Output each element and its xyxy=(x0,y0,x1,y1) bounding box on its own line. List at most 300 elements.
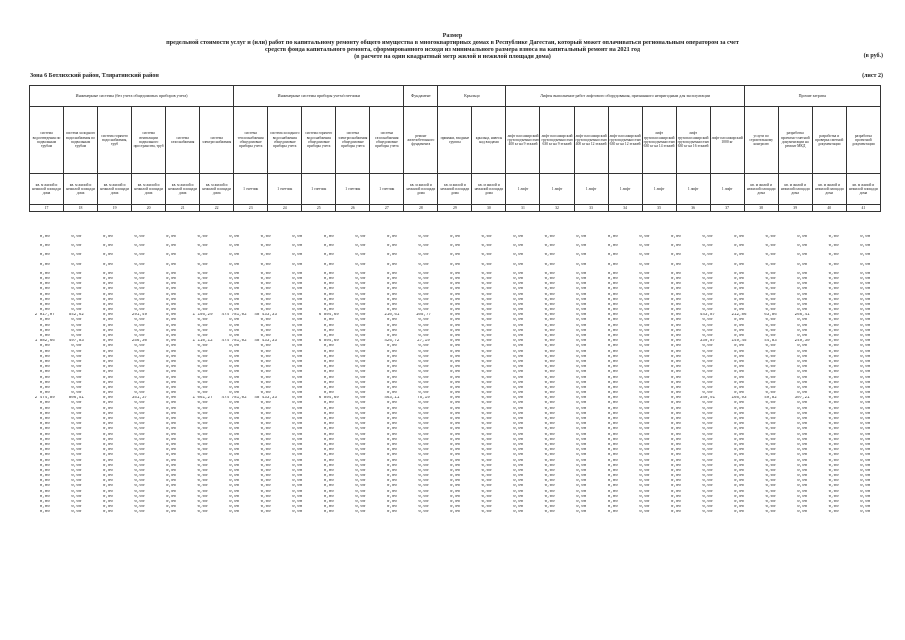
table-cell: 0,00 xyxy=(134,334,145,338)
table-cell: 0,00 xyxy=(355,318,366,323)
table-cell: 0,00 xyxy=(449,411,461,416)
table-cell: 0,00 xyxy=(102,510,113,515)
subheader-cell: система теплоснабжения общедомовые приборы учета xyxy=(234,107,268,174)
table-cell: 0,00 xyxy=(481,432,492,437)
table-cell: 0,00 xyxy=(71,448,82,453)
table-cell: 0,00 xyxy=(639,500,650,504)
table-cell: 0,00 xyxy=(481,422,492,427)
table-cell: 0,00 xyxy=(797,282,808,287)
table-cell: 0,00 xyxy=(449,370,461,375)
table-cell: 0,00 xyxy=(260,510,271,515)
table-cell: 0,00 xyxy=(797,432,808,437)
table-cell: 0,00 xyxy=(639,406,650,411)
table-cell: 0,00 xyxy=(418,391,429,396)
table-cell: 0,00 xyxy=(733,359,745,364)
table-cell: 0,00 xyxy=(513,313,524,318)
table-cell: 0,00 xyxy=(323,253,334,258)
table-cell: 0,00 xyxy=(355,334,366,338)
table-cell: 0,00 xyxy=(544,313,555,318)
table-cell: 0,00 xyxy=(576,244,587,249)
table-cell: 0,00 xyxy=(576,510,587,515)
table-cell: 0,00 xyxy=(576,282,587,287)
table-cell: 0,00 xyxy=(860,494,871,499)
table-cell: 0,00 xyxy=(197,334,208,338)
table-cell: 0,00 xyxy=(102,339,113,344)
table-cell: 0,00 xyxy=(292,271,303,276)
table-cell: 0,00 xyxy=(260,463,271,468)
table-cell: 0,00 xyxy=(860,287,871,292)
table-cell: 0,00 xyxy=(418,318,429,323)
table-cell: 0,00 xyxy=(197,318,208,323)
document-subtitle-line-1: предельной стоимости услуг и (или) работ по капитальному ремонту общего имущества в многоквартирных домах в Республике Дагестан, который может оплачиваться региональным оператором за счет xyxy=(166,39,739,46)
table-cell: 0,00 xyxy=(607,380,618,385)
table-cell: 0,00 xyxy=(355,453,366,458)
table-cell: 0,00 xyxy=(165,500,177,504)
table-cell: 0,00 xyxy=(165,375,177,380)
table-cell: 0,00 xyxy=(418,437,429,442)
table-cell: 0,00 xyxy=(260,308,271,313)
table-cell: 0,00 xyxy=(229,253,240,258)
table-cell: 0,00 xyxy=(481,437,492,442)
table-cell: 0,00 xyxy=(860,484,871,489)
table-cell: 0,00 xyxy=(860,328,871,333)
table-cell: 0,00 xyxy=(513,282,524,287)
table-cell: 0,00 xyxy=(355,323,366,328)
table-cell: 0,00 xyxy=(797,489,808,494)
table-cell: 0,00 xyxy=(639,453,650,458)
table-cell: 0,00 xyxy=(355,297,366,302)
table-cell: 0,00 xyxy=(260,489,271,494)
table-cell: 0,00 xyxy=(39,380,50,385)
table-cell: 0,00 xyxy=(386,453,397,458)
table-cell: 0,00 xyxy=(165,474,177,479)
table-cell: 0,00 xyxy=(860,453,871,458)
table-cell: 0,00 xyxy=(39,253,50,258)
table-cell: 0,00 xyxy=(292,494,303,499)
table-cell: 0,00 xyxy=(386,422,397,427)
table-cell: 0,00 xyxy=(544,282,555,287)
table-cell: 0,00 xyxy=(292,297,303,302)
table-cell: 0,00 xyxy=(323,391,334,396)
column-number: 37 xyxy=(710,205,744,212)
table-cell: 0,00 xyxy=(418,489,429,494)
table-cell: 0,00 xyxy=(39,328,50,333)
column-number: 27 xyxy=(370,205,404,212)
table-cell: 0,00 xyxy=(797,253,808,258)
table-cell: 0,00 xyxy=(513,489,524,494)
table-cell: 0,00 xyxy=(481,253,492,258)
unit-cell: 1 лифт xyxy=(676,174,710,205)
table-cell: 0,00 xyxy=(71,292,82,297)
table-cell: 2 017,07 xyxy=(34,313,55,318)
table-cell: 0,00 xyxy=(292,442,303,447)
table-cell: 0,00 xyxy=(39,365,50,370)
table-cell: 0,00 xyxy=(860,510,871,515)
table-cell: 0,00 xyxy=(733,380,745,385)
table-cell: 0,00 xyxy=(449,323,461,328)
table-cell: 0,00 xyxy=(670,396,681,401)
table-cell: 0,00 xyxy=(197,282,208,287)
table-cell: 0,00 xyxy=(449,385,461,390)
table-cell: 1 882,66 xyxy=(34,339,55,344)
table-cell: 0,00 xyxy=(355,406,366,411)
table-cell: 0,00 xyxy=(134,437,145,442)
column-number: 18 xyxy=(64,205,98,212)
table-cell: 0,00 xyxy=(386,406,397,411)
table-cell: 0,00 xyxy=(449,458,461,463)
table-cell: 0,00 xyxy=(733,262,745,267)
table-cell: 0,00 xyxy=(102,474,113,479)
table-cell: 0,00 xyxy=(670,442,681,447)
table-cell: 0,00 xyxy=(828,271,839,276)
table-cell: 0,00 xyxy=(860,422,871,427)
table-cell: 0,00 xyxy=(355,396,366,401)
table-cell: 0,00 xyxy=(733,292,745,297)
table-cell: 0,00 xyxy=(386,391,397,396)
table-cell: 0,00 xyxy=(323,448,334,453)
table-cell: 0,00 xyxy=(828,448,839,453)
table-cell: 0,00 xyxy=(355,458,366,463)
table-cell: 0,00 xyxy=(197,411,208,416)
table-cell: 0,00 xyxy=(102,380,113,385)
table-cell: 0,00 xyxy=(765,442,776,447)
table-cell: 0,00 xyxy=(134,365,145,370)
table-cell: 0,00 xyxy=(670,344,681,349)
table-cell: 0,00 xyxy=(197,276,208,281)
table-cell: 0,00 xyxy=(260,380,271,385)
table-cell: 0,00 xyxy=(670,432,681,437)
table-cell: 0,00 xyxy=(860,432,871,437)
table-cell: 0,00 xyxy=(765,380,776,385)
unit-cell: кв. м жилой и нежилой площади дома xyxy=(744,174,778,205)
table-cell: 0,00 xyxy=(418,453,429,458)
table-cell: 0,00 xyxy=(513,484,524,489)
table-cell: 0,00 xyxy=(71,406,82,411)
table-cell: 0,00 xyxy=(639,385,650,390)
table-cell: 0,00 xyxy=(576,276,587,281)
table-cell: 0,00 xyxy=(670,244,681,249)
subheader-cell: система водоотведения по подвальным трубам xyxy=(30,107,64,174)
table-cell: 0,00 xyxy=(418,308,429,313)
table-cell: 0,00 xyxy=(765,453,776,458)
table-cell: 0,00 xyxy=(544,385,555,390)
document-subtitle-line-2: средств фонда капитального ремонта, сформированного исходя из минимального размера взноса на капитальный ремонт на 2021 год xyxy=(265,46,640,53)
table-cell: 0,00 xyxy=(513,334,524,338)
subheader-cell: система электроснабжения общедомовые приборы учета xyxy=(336,107,370,174)
table-cell: 0,00 xyxy=(229,474,240,479)
table-cell: 0,00 xyxy=(197,500,208,504)
table-cell: 0,00 xyxy=(670,276,681,281)
table-cell: 0,00 xyxy=(197,427,208,432)
table-cell: 0,00 xyxy=(292,334,303,338)
table-cell: 0,00 xyxy=(639,474,650,479)
table-cell: 0,00 xyxy=(102,453,113,458)
table-cell: 0,00 xyxy=(260,479,271,484)
column-number: 35 xyxy=(642,205,676,212)
table-cell: 0,00 xyxy=(702,359,713,364)
subheader-cell: система горячего водоснабжения общедомовые приборы учета xyxy=(302,107,336,174)
table-cell: 0,00 xyxy=(39,500,50,504)
table-cell: 0,00 xyxy=(576,323,587,328)
table-cell: 0,00 xyxy=(323,271,334,276)
table-cell: 0,00 xyxy=(544,500,555,504)
table-cell: 0,00 xyxy=(576,262,587,267)
table-cell: 0,00 xyxy=(197,271,208,276)
unit-cell: кв. м жилой и нежилой площади дома xyxy=(778,174,812,205)
table-cell: 0,00 xyxy=(670,334,681,338)
table-cell: 0,00 xyxy=(449,468,461,473)
table-cell: 0,00 xyxy=(828,344,839,349)
table-cell: 0,00 xyxy=(544,292,555,297)
table-cell: 0,00 xyxy=(702,437,713,442)
table-cell: 0,00 xyxy=(102,427,113,432)
table-cell: 0,00 xyxy=(639,359,650,364)
table-cell: 0,00 xyxy=(229,442,240,447)
table-cell: 0,00 xyxy=(670,328,681,333)
table-cell: 0,00 xyxy=(481,344,492,349)
table-cell: 0,00 xyxy=(355,474,366,479)
table-cell: 0,00 xyxy=(386,401,397,406)
table-cell: 0,00 xyxy=(828,401,839,406)
table-cell: 0,00 xyxy=(386,282,397,287)
table-cell: 0,00 xyxy=(386,262,397,267)
table-cell: 0,00 xyxy=(797,442,808,447)
table-cell: 0,00 xyxy=(355,385,366,390)
table-cell: 0,00 xyxy=(860,406,871,411)
table-cell: 0,00 xyxy=(355,244,366,249)
table-cell: 0,00 xyxy=(134,375,145,380)
table-cell: 0,00 xyxy=(71,318,82,323)
table-cell: 0,00 xyxy=(797,349,808,354)
table-cell: 0,00 xyxy=(418,406,429,411)
table-cell: 0,00 xyxy=(449,313,461,318)
table-cell: 0,00 xyxy=(449,401,461,406)
unit-cell: кв. м жилой и нежилой площади дома xyxy=(404,174,438,205)
table-cell: 0,00 xyxy=(576,292,587,297)
unit-cell: 1 лифт xyxy=(540,174,574,205)
table-cell: 0,00 xyxy=(260,244,271,249)
table-cell: 0,00 xyxy=(197,453,208,458)
table-cell: 0,00 xyxy=(197,468,208,473)
table-cell: 0,00 xyxy=(607,349,618,354)
table-cell: 0,00 xyxy=(576,484,587,489)
table-cell: 0,00 xyxy=(165,235,177,239)
table-cell: 463,11 xyxy=(384,396,400,401)
table-cell: 0,00 xyxy=(197,510,208,515)
table-cell: 0,00 xyxy=(860,463,871,468)
table-cell: 0,00 xyxy=(607,271,618,276)
table-cell: 0,00 xyxy=(670,468,681,473)
column-number: 41 xyxy=(846,205,880,212)
table-cell: 0,00 xyxy=(102,489,113,494)
table-cell: 0,00 xyxy=(165,442,177,447)
table-cell: 0,00 xyxy=(797,463,808,468)
table-cell: 0,00 xyxy=(197,323,208,328)
table-cell: 0,00 xyxy=(513,505,524,510)
table-cell: 0,00 xyxy=(449,344,461,349)
table-cell: 0,00 xyxy=(323,282,334,287)
table-cell: 0,00 xyxy=(733,244,745,249)
unit-cell: 1 лифт xyxy=(608,174,642,205)
table-cell: 0,00 xyxy=(197,385,208,390)
table-cell: 0,00 xyxy=(102,411,113,416)
table-cell: 0,00 xyxy=(260,302,271,307)
table-cell: 0,00 xyxy=(449,484,461,489)
table-cell: 0,00 xyxy=(733,276,745,281)
table-cell: 0,00 xyxy=(765,344,776,349)
table-cell: 0,00 xyxy=(355,354,366,359)
table-cell: 0,00 xyxy=(702,391,713,396)
table-cell: 0,00 xyxy=(765,253,776,258)
table-cell: 0,00 xyxy=(386,365,397,370)
table-cell: 0,00 xyxy=(733,282,745,287)
table-cell: 0,00 xyxy=(386,432,397,437)
table-cell: 0,00 xyxy=(702,505,713,510)
table-cell: 0,00 xyxy=(828,437,839,442)
table-cell: 0,00 xyxy=(765,297,776,302)
table-cell: 0,00 xyxy=(260,422,271,427)
table-cell: 0,00 xyxy=(355,437,366,442)
table-cell: 0,00 xyxy=(765,500,776,504)
table-cell: 0,00 xyxy=(797,328,808,333)
table-cell: 0,00 xyxy=(639,494,650,499)
table-cell: 0,00 xyxy=(576,354,587,359)
table-cell: 0,00 xyxy=(292,276,303,281)
table-cell: 0,00 xyxy=(197,253,208,258)
table-cell: 0,00 xyxy=(355,349,366,354)
table-cell: 0,00 xyxy=(418,380,429,385)
table-cell: 0,00 xyxy=(323,427,334,432)
table-cell: 0,00 xyxy=(418,411,429,416)
table-cell: 0,00 xyxy=(670,406,681,411)
table-cell: 0,00 xyxy=(197,437,208,442)
table-cell: 0,00 xyxy=(165,385,177,390)
table-cell: 0,00 xyxy=(607,411,618,416)
table-cell: 0,00 xyxy=(292,370,303,375)
table-cell: 0,00 xyxy=(292,500,303,504)
table-cell: 0,00 xyxy=(449,437,461,442)
table-cell: 0,00 xyxy=(292,489,303,494)
table-cell: 0,00 xyxy=(797,262,808,267)
table-cell: 0,00 xyxy=(513,365,524,370)
table-cell: 0,00 xyxy=(134,453,145,458)
table-cell: 0,00 xyxy=(292,396,303,401)
table-cell: 0,00 xyxy=(355,370,366,375)
table-cell: 0,00 xyxy=(639,313,650,318)
table-cell: 0,00 xyxy=(639,463,650,468)
table-cell: 0,00 xyxy=(71,302,82,307)
table-cell: 0,00 xyxy=(733,458,745,463)
table-cell: 0,00 xyxy=(828,484,839,489)
table-cell: 0,00 xyxy=(386,292,397,297)
table-cell: 0,00 xyxy=(544,339,555,344)
table-cell: 0,00 xyxy=(639,396,650,401)
table-cell: 0,00 xyxy=(670,271,681,276)
table-cell: 0,00 xyxy=(670,282,681,287)
column-number: 28 xyxy=(404,205,438,212)
table-cell: 0,00 xyxy=(355,253,366,258)
table-cell: 0,00 xyxy=(260,448,271,453)
table-cell: 0,00 xyxy=(828,458,839,463)
table-cell: 0,00 xyxy=(670,365,681,370)
column-number: 22 xyxy=(200,205,234,212)
table-cell: 0,00 xyxy=(229,334,240,338)
table-cell: 0,00 xyxy=(576,287,587,292)
table-cell: 0,00 xyxy=(765,271,776,276)
table-cell: 0,00 xyxy=(702,406,713,411)
table-cell: 0,00 xyxy=(355,235,366,239)
table-cell: 0,00 xyxy=(607,287,618,292)
table-cell: 0,00 xyxy=(165,313,177,318)
table-cell: 0,00 xyxy=(481,302,492,307)
table-cell: 0,00 xyxy=(165,370,177,375)
table-cell: 0,00 xyxy=(702,494,713,499)
table-cell: 256,30 xyxy=(131,339,147,344)
table-cell: 0,00 xyxy=(39,359,50,364)
table-cell: 0,00 xyxy=(481,505,492,510)
table-cell: 0,00 xyxy=(481,334,492,338)
table-cell: 0,00 xyxy=(165,244,177,249)
subheader-cell: система вентиляции подвального пространства, труб xyxy=(132,107,166,174)
table-cell: 0,00 xyxy=(513,276,524,281)
subheader-cell: система электроснабжения xyxy=(200,107,234,174)
table-cell: 0,00 xyxy=(702,484,713,489)
table-cell: 0,00 xyxy=(481,282,492,287)
table-cell: 0,00 xyxy=(607,417,618,421)
subheader-cell: приямки, входные группы xyxy=(438,107,472,174)
table-cell: 0,00 xyxy=(607,282,618,287)
subheader-cell: система горячего водоснабжения, труб xyxy=(98,107,132,174)
subheader-cell: услуги по строительному контролю xyxy=(744,107,778,174)
table-cell: 0,00 xyxy=(828,500,839,504)
column-number: 30 xyxy=(472,205,506,212)
table-cell: 48 433,33 xyxy=(254,396,277,401)
table-cell: 0,00 xyxy=(39,437,50,442)
table-cell: 0,00 xyxy=(860,442,871,447)
table-cell: 0,00 xyxy=(639,427,650,432)
table-cell: 49,82 xyxy=(764,396,777,401)
table-cell: 0,00 xyxy=(449,276,461,281)
table-cell: 0,00 xyxy=(576,271,587,276)
table-cell: 0,00 xyxy=(197,484,208,489)
table-row xyxy=(29,244,881,249)
table-cell: 0,00 xyxy=(513,253,524,258)
table-cell: 0,00 xyxy=(481,318,492,323)
table-cell: 0,00 xyxy=(102,448,113,453)
table-cell: 0,00 xyxy=(292,417,303,421)
sheet-number: (лист 2) xyxy=(862,73,883,79)
table-cell: 0,00 xyxy=(323,510,334,515)
table-cell: 0,00 xyxy=(355,484,366,489)
table-cell: 0,00 xyxy=(102,396,113,401)
table-cell: 0,00 xyxy=(165,505,177,510)
table-cell: 0,00 xyxy=(860,302,871,307)
table-cell: 0,00 xyxy=(165,262,177,267)
table-cell: 0,00 xyxy=(828,385,839,390)
table-cell: 0,00 xyxy=(418,422,429,427)
table-cell: 0,00 xyxy=(386,474,397,479)
table-cell: 0,00 xyxy=(165,432,177,437)
table-cell: 0,00 xyxy=(102,292,113,297)
table-cell: 0,00 xyxy=(513,458,524,463)
table-cell: 0,00 xyxy=(828,359,839,364)
table-cell: 0,00 xyxy=(544,479,555,484)
table-cell: 0,00 xyxy=(165,458,177,463)
table-cell: 0,00 xyxy=(229,391,240,396)
table-cell: 0,00 xyxy=(765,494,776,499)
column-number: 19 xyxy=(98,205,132,212)
subheader-cell: лифт пассажирский грузоподъемностью 630 кг на 9 этажей xyxy=(540,107,574,174)
